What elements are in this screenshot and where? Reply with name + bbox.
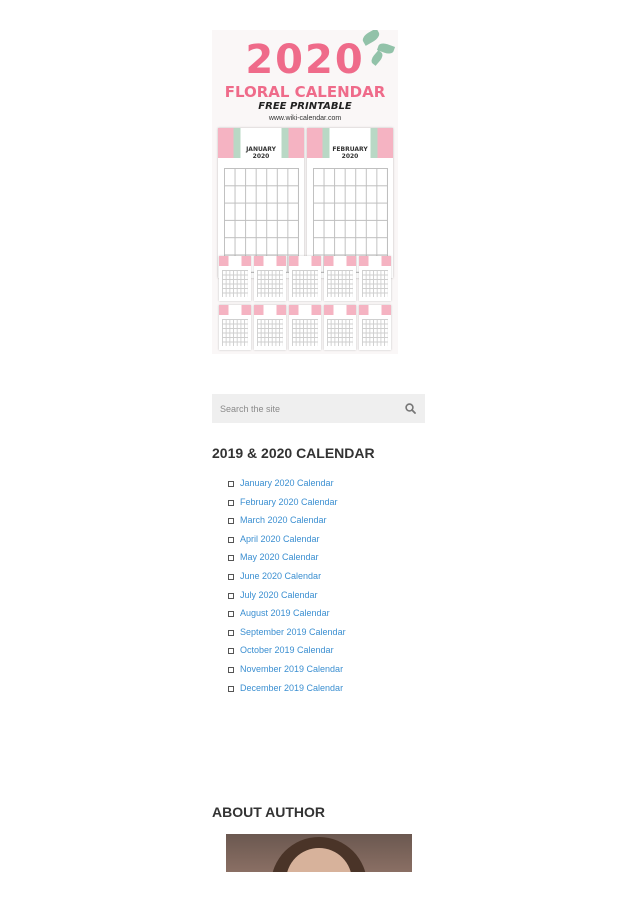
- calendar-link[interactable]: November 2019 Calendar: [240, 663, 344, 674]
- calendar-link[interactable]: April 2020 Calendar: [240, 533, 320, 544]
- promo-year: 2020: [245, 37, 365, 83]
- calendar-link-list: [228, 476, 346, 699]
- list-item: [228, 569, 346, 588]
- mini-calendar-page: [324, 305, 356, 350]
- mini-calendar-page: [219, 305, 251, 350]
- list-item: [228, 662, 346, 681]
- calendar-link[interactable]: May 2020 Calendar: [240, 552, 319, 563]
- calendar-link[interactable]: January 2020 Calendar: [240, 478, 334, 488]
- list-item: [228, 513, 346, 532]
- list-item: [228, 643, 346, 662]
- month-year: 2020: [341, 153, 359, 160]
- list-item: [228, 550, 346, 569]
- calendar-widget-title: 2019 & 2020 CALENDAR: [212, 445, 375, 461]
- mini-calendar-page: [289, 256, 321, 301]
- mini-calendar-page: [359, 305, 391, 350]
- list-item: [228, 625, 346, 644]
- list-item: [228, 476, 346, 495]
- list-item: [228, 495, 346, 514]
- calendar-link[interactable]: February 2020 Calendar: [240, 496, 338, 507]
- list-item: [228, 532, 346, 551]
- promo-url: www.wiki-calendar.com: [268, 115, 342, 122]
- search-icon: [405, 403, 416, 414]
- list-item: [228, 681, 346, 700]
- mini-calendar-page: [359, 256, 391, 301]
- mini-calendar-page: [254, 256, 286, 301]
- promo-subtitle: FREE PRINTABLE: [258, 101, 352, 112]
- search-input[interactable]: [212, 394, 392, 423]
- mini-calendar-page: [219, 256, 251, 301]
- month-year: 2020: [252, 153, 270, 160]
- calendar-link[interactable]: July 2020 Calendar: [240, 589, 318, 600]
- month-label: [218, 146, 304, 160]
- calendar-link[interactable]: December 2019 Calendar: [240, 682, 344, 693]
- month-name: JANUARY: [246, 146, 276, 153]
- list-item: [228, 606, 346, 625]
- list-item: [228, 588, 346, 607]
- search-button[interactable]: [396, 394, 425, 423]
- floral-calendar-promo-image[interactable]: [212, 30, 398, 354]
- calendar-link[interactable]: October 2019 Calendar: [240, 645, 334, 656]
- calendar-link[interactable]: August 2019 Calendar: [240, 608, 330, 619]
- mini-calendar-page: [324, 256, 356, 301]
- search-form: [212, 394, 425, 423]
- calendar-link[interactable]: June 2020 Calendar: [240, 570, 322, 581]
- calendar-link[interactable]: March 2020 Calendar: [240, 515, 327, 526]
- promo-title: FLORAL CALENDAR: [224, 83, 386, 101]
- author-photo: [226, 834, 412, 872]
- mini-calendar-page: [254, 305, 286, 350]
- calendar-link[interactable]: September 2019 Calendar: [240, 626, 346, 637]
- month-label: [307, 146, 393, 160]
- mini-calendar-page: [289, 305, 321, 350]
- author-widget-title: ABOUT AUTHOR: [212, 804, 326, 820]
- month-name: FEBRUARY: [332, 146, 368, 153]
